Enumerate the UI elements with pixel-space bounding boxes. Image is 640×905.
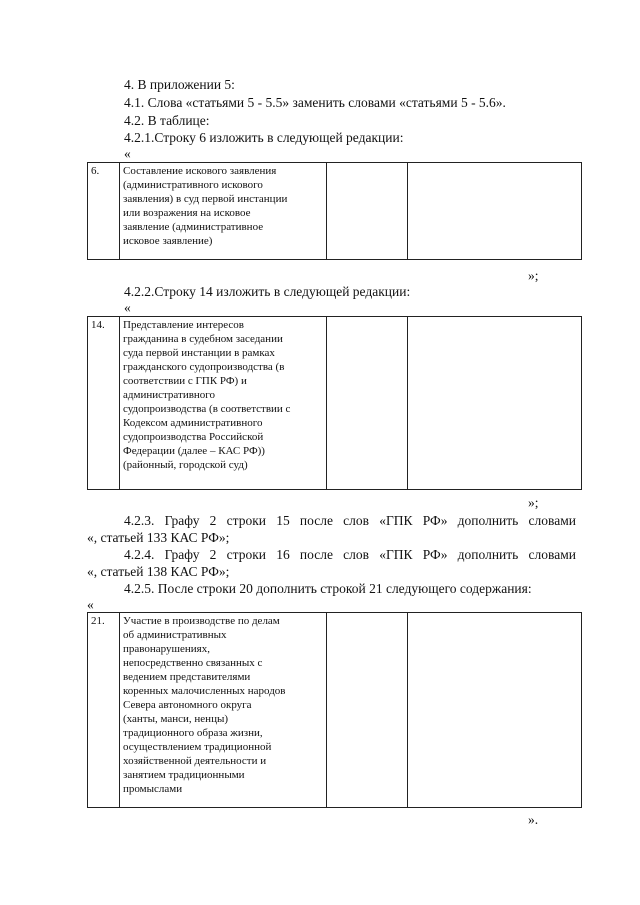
row-description-cell: Участие в производстве по делам об административных правонарушениях, непосредственно связанных с ведением представителями коренных малочисленных народов Севера автономного округа (ханты, манси, ненцы) традиционного образа жизни, осуществлением традиционной хозяйственной деятельности и занятием традиционными промыслами: [120, 613, 327, 808]
row-description-cell: Представление интересов гражданина в судебном заседании суда первой инстанции в рамках гражданского судопроизводства (в соответствии с ГПК РФ) и административного судопроизводства (в соответствии с Кодексом административного судопроизводства Российской Федерации (далее – КАС РФ)) (районный, городской суд): [120, 317, 327, 490]
closing-quote-3: ».: [528, 812, 539, 827]
item-4-1: 4.1. Слова «статьями 5 - 5.5» заменить словами «статьями 5 - 5.6».: [124, 95, 506, 110]
opening-quote-1: «: [124, 146, 131, 161]
empty-cell: [408, 163, 582, 260]
empty-cell: [327, 613, 408, 808]
row-description-cell: Составление искового заявления (административного искового заявления) в суд первой инстанции или возражения на исковое заявление (административное исковое заявление): [120, 163, 327, 260]
closing-quote-1: »;: [528, 268, 539, 283]
item-4-heading: 4. В приложении 5:: [124, 77, 235, 92]
table-row-6: [87, 162, 582, 260]
item-4-2-4-cont: «, статьей 138 КАС РФ»;: [87, 564, 230, 579]
closing-quote-2: »;: [528, 495, 539, 510]
item-4-2-2: 4.2.2.Строку 14 изложить в следующей редакции:: [124, 284, 411, 299]
item-4-2-5: 4.2.5. После строки 20 дополнить строкой 21 следующего содержания:: [124, 581, 532, 596]
empty-cell: [408, 613, 582, 808]
empty-cell: [327, 163, 408, 260]
row-number-cell: 14.: [88, 317, 120, 490]
opening-quote-2: «: [124, 300, 131, 315]
item-4-2-3-cont: «, статьей 133 КАС РФ»;: [87, 530, 230, 545]
table-row-21: [87, 612, 582, 808]
item-4-2: 4.2. В таблице:: [124, 113, 210, 128]
empty-cell: [327, 317, 408, 490]
row-number-cell: 21.: [88, 613, 120, 808]
table-row-14: [87, 316, 582, 490]
empty-cell: [408, 317, 582, 490]
item-4-2-3: 4.2.3. Графу 2 строки 15 после слов «ГПК РФ» дополнить словами: [124, 513, 576, 528]
item-4-2-4: 4.2.4. Графу 2 строки 16 после слов «ГПК РФ» дополнить словами: [124, 547, 576, 562]
item-4-2-1: 4.2.1.Строку 6 изложить в следующей редакции:: [124, 130, 404, 145]
opening-quote-3: «: [87, 597, 94, 612]
row-number-cell: 6.: [88, 163, 120, 260]
